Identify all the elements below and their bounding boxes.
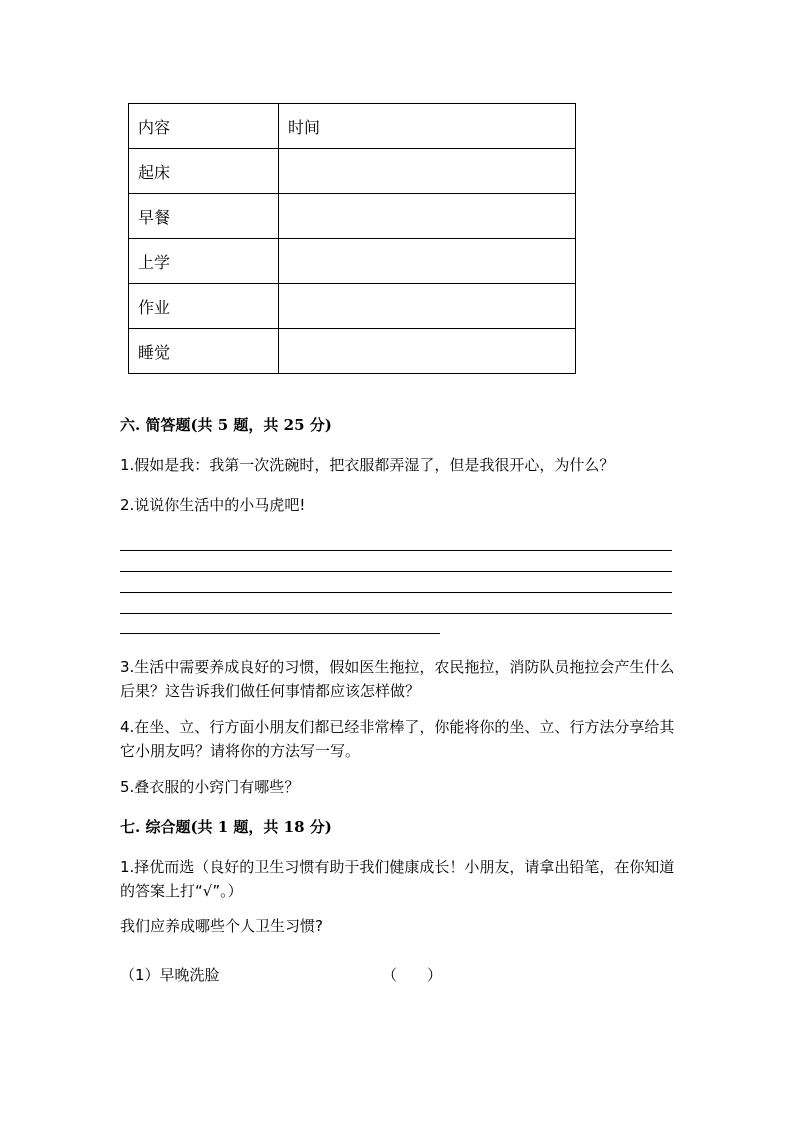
schedule-table <box>128 103 576 374</box>
section6-title: 六. 简答题(共 5 题，共 25 分) <box>120 416 332 434</box>
table-row <box>129 284 576 329</box>
table-row <box>129 239 576 284</box>
question-7-1: 1.择优而选（良好的卫生习惯有助于我们健康成长！小朋友，请拿出铅笔，在你知道的答案上打“√”。） <box>120 858 675 900</box>
table-row <box>129 149 576 194</box>
question-6-5: 5.叠衣服的小窍门有哪些？ <box>120 778 300 796</box>
table-cell-time[interactable] <box>279 194 576 239</box>
table-cell-time[interactable] <box>279 329 576 374</box>
table-cell-time[interactable] <box>279 149 576 194</box>
table-cell-item: 早餐 <box>129 194 279 239</box>
section7-title: 七. 综合题(共 1 题，共 18 分) <box>120 818 332 836</box>
table-cell-time[interactable] <box>279 239 576 284</box>
table-header-row <box>129 104 576 149</box>
table-cell-item: 作业 <box>129 284 279 329</box>
answer-line[interactable] <box>120 613 672 614</box>
question-6-4: 4.在坐、立、行方面小朋友们都已经非常棒了，你能将你的坐、立、行方法分享给其它小朋友吗？请将你的方法写一写。 <box>120 718 675 760</box>
option-label: （1）早晚洗脸 <box>120 966 220 984</box>
table-cell-item: 睡觉 <box>129 329 279 374</box>
question-6-1: 1.假如是我：我第一次洗碗时，把衣服都弄湿了，但是我很开心，为什么？ <box>120 456 615 474</box>
table-row <box>129 329 576 374</box>
answer-blank[interactable]: （ ） <box>382 966 443 984</box>
question-6-3: 3.生活中需要养成良好的习惯，假如医生拖拉，农民拖拉，消防队员拖拉会产生什么后果？这告诉我们做任何事情都应该怎样做？ <box>120 658 675 700</box>
answer-line[interactable] <box>120 633 440 634</box>
table-header-cell: 内容 <box>129 104 279 149</box>
table-cell-time[interactable] <box>279 284 576 329</box>
table-row <box>129 194 576 239</box>
question-6-2: 2.说说你生活中的小马虎吧! <box>120 496 306 514</box>
table-header-cell: 时间 <box>279 104 576 149</box>
table-cell-item: 上学 <box>129 239 279 284</box>
table-cell-item: 起床 <box>129 149 279 194</box>
question-7-prompt: 我们应养成哪些个人卫生习惯? <box>120 917 323 935</box>
answer-line[interactable] <box>120 571 672 572</box>
answer-line[interactable] <box>120 550 672 551</box>
answer-line[interactable] <box>120 592 672 593</box>
